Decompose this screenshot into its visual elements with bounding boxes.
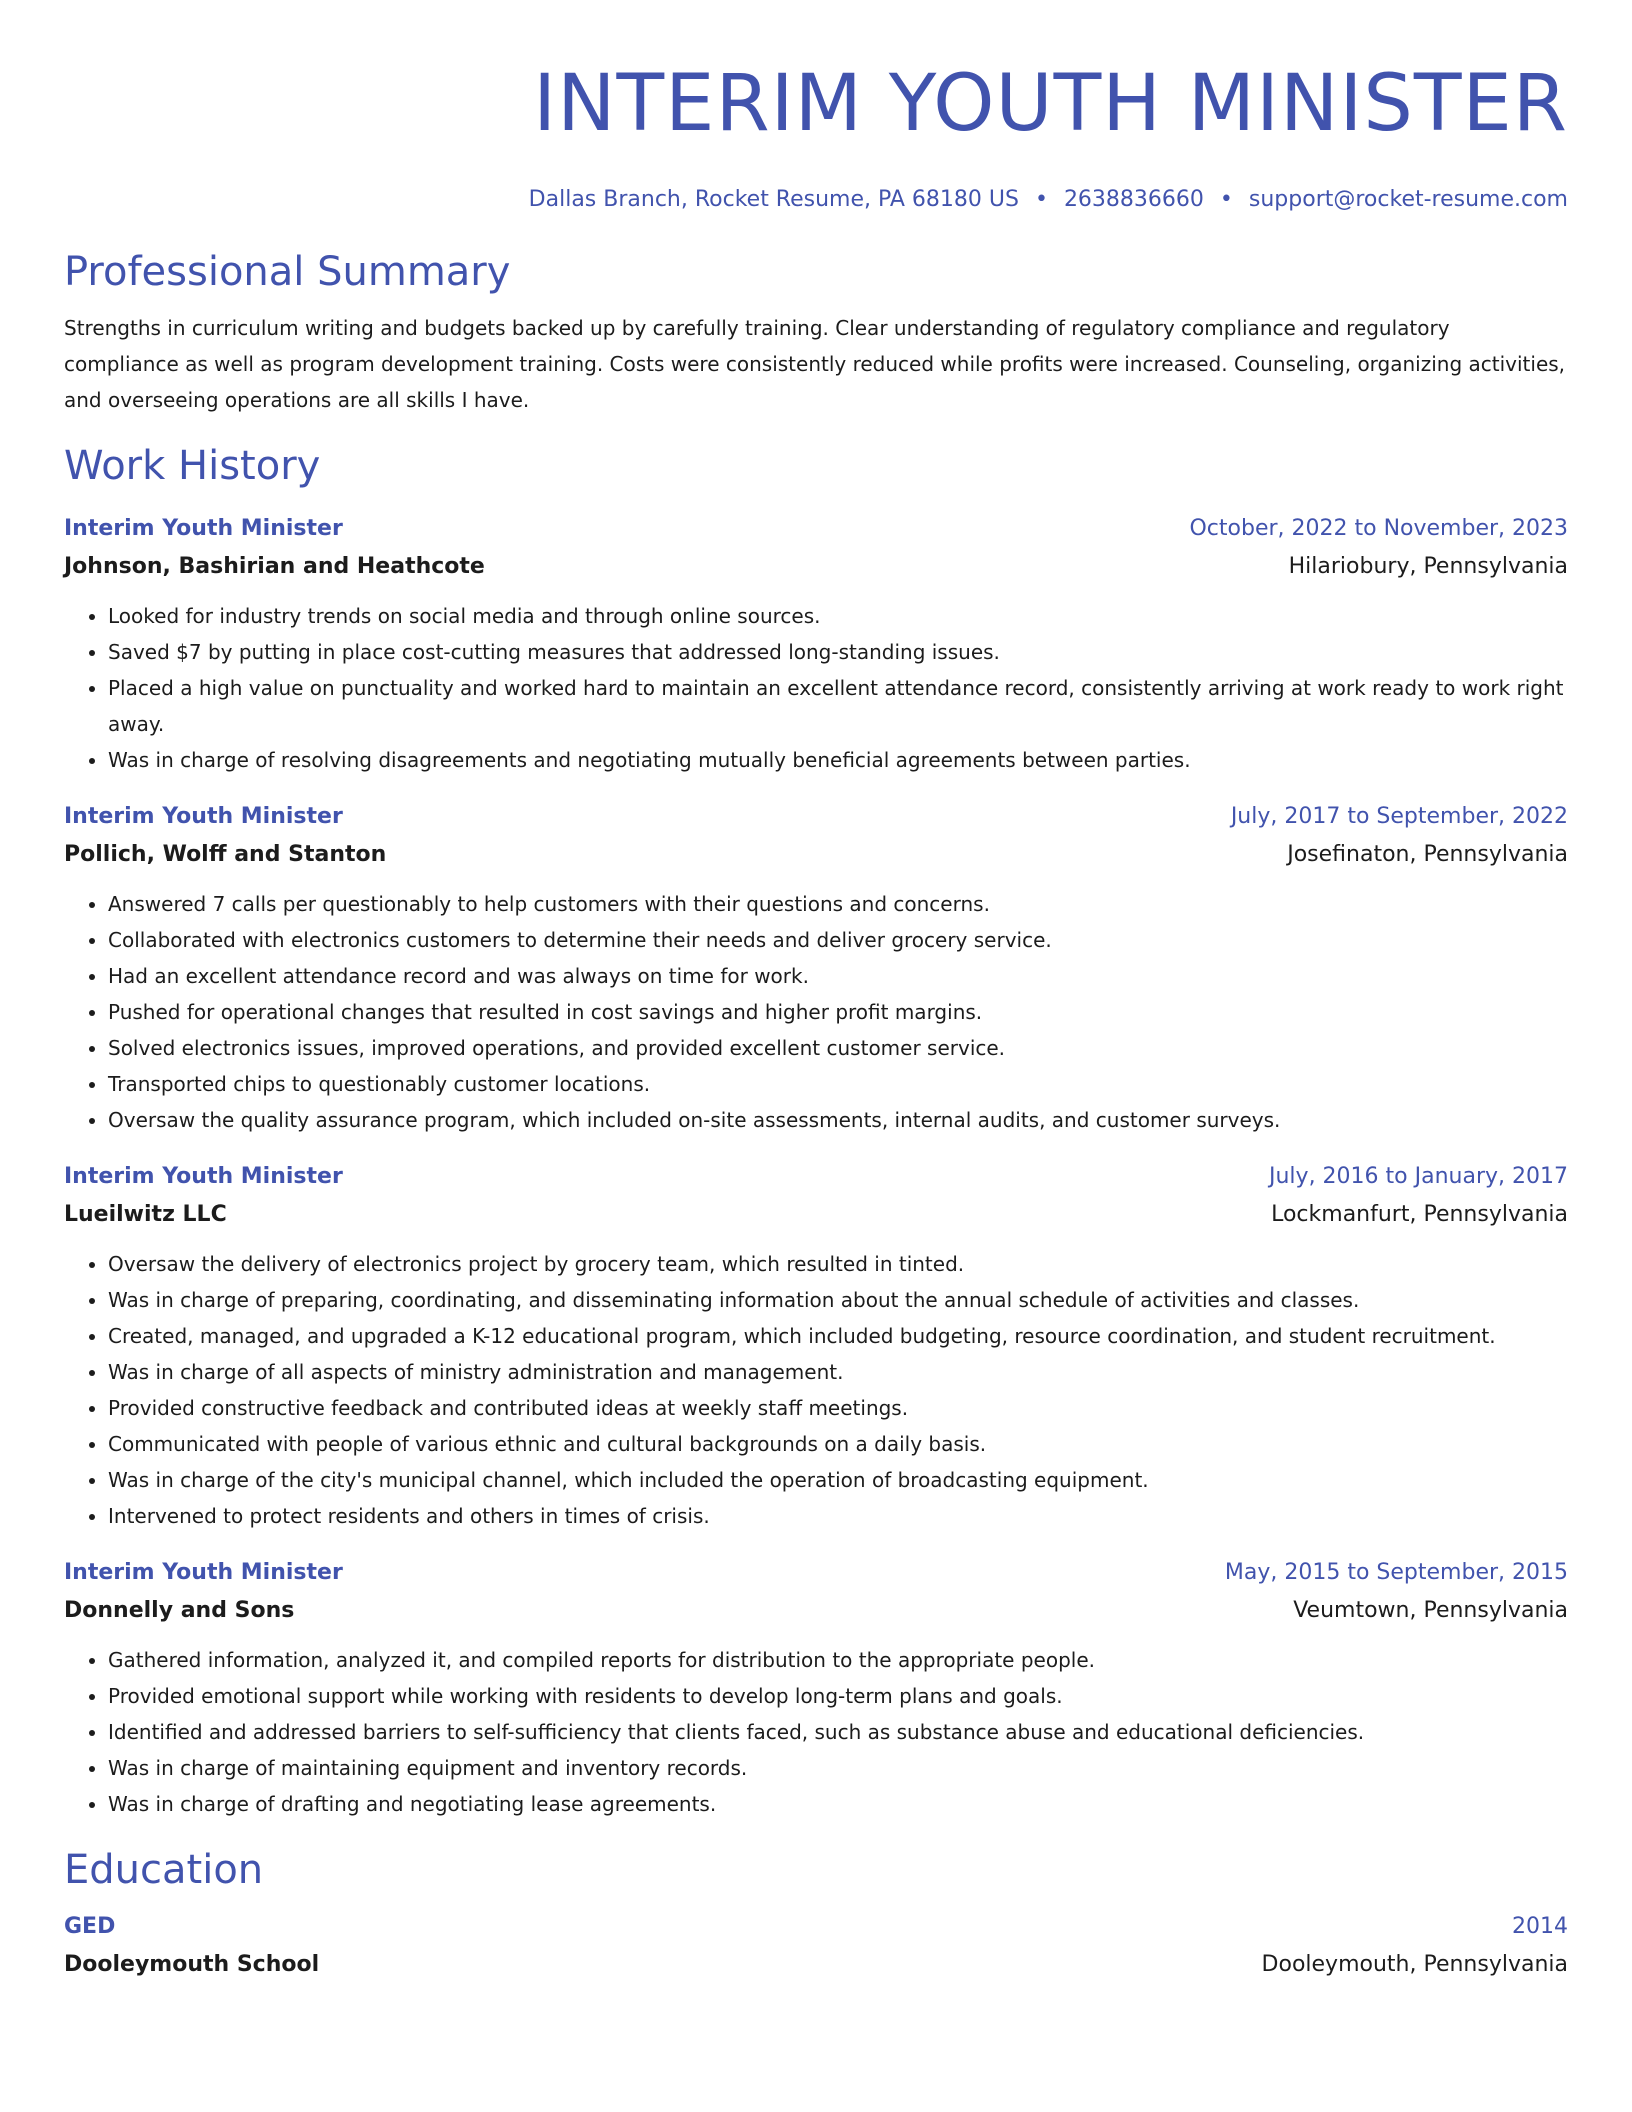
job-header-row	[64, 1158, 1568, 1196]
job-bullets	[64, 1642, 1568, 1822]
job-entry	[64, 1158, 1568, 1534]
job-bullet: • Looked for industry trends on social media and through online sources.	[108, 598, 1568, 634]
candidate-name: INTERIM YOUTH MINISTER	[533, 59, 1568, 149]
job-company-row	[64, 1196, 1568, 1234]
job-dates: July, 2016 to January, 2017	[1269, 1164, 1568, 1189]
job-company: Johnson, Bashirian and Heathcote	[64, 554, 485, 579]
resume-header	[64, 52, 1568, 216]
summary-section	[64, 246, 1568, 418]
job-location: Hilariobury, Pennsylvania	[1288, 554, 1568, 579]
job-bullet: • Provided emotional support while working with residents to develop long-term plans and goals.	[108, 1678, 1568, 1714]
job-dates: October, 2022 to November, 2023	[1189, 516, 1568, 541]
contact-address: Dallas Branch, Rocket Resume, PA 68180 US	[528, 187, 1019, 212]
job-bullet: • Had an excellent attendance record and was always on time for work.	[108, 958, 1568, 994]
job-header-row	[64, 798, 1568, 836]
job-entry	[64, 1554, 1568, 1822]
education-section	[64, 1844, 1568, 1984]
contact-line	[64, 184, 1568, 216]
job-bullet: • Solved electronics issues, improved operations, and provided excellent customer service.	[108, 1030, 1568, 1066]
job-bullets	[64, 598, 1568, 778]
education-school-row	[64, 1946, 1568, 1984]
job-bullet: • Oversaw the delivery of electronics project by grocery team, which resulted in tinted.	[108, 1246, 1568, 1282]
job-bullet: • Collaborated with electronics customers to determine their needs and deliver grocery service.	[108, 922, 1568, 958]
job-bullets	[64, 886, 1568, 1138]
job-location: Lockmanfurt, Pennsylvania	[1271, 1202, 1568, 1227]
job-company: Pollich, Wolff and Stanton	[64, 842, 387, 867]
job-location: Veumtown, Pennsylvania	[1293, 1598, 1568, 1623]
work-history-heading: Work History	[64, 443, 321, 489]
job-bullet: • Oversaw the quality assurance program, which included on-site assessments, internal audits, and customer surveys.	[108, 1102, 1568, 1138]
job-company-row	[64, 548, 1568, 586]
job-entry	[64, 510, 1568, 778]
education-year: 2014	[1512, 1914, 1568, 1939]
job-bullet: • Was in charge of all aspects of ministry administration and management.	[108, 1354, 1568, 1390]
job-role: Interim Youth Minister	[64, 516, 343, 541]
job-company: Lueilwitz LLC	[64, 1202, 227, 1227]
job-bullet: • Answered 7 calls per questionably to help customers with their questions and concerns.	[108, 886, 1568, 922]
contact-phone: 2638836660	[1063, 187, 1204, 212]
job-bullet: • Was in charge of resolving disagreements and negotiating mutually beneficial agreements between parties.	[108, 742, 1568, 778]
education-degree: GED	[64, 1914, 116, 1939]
job-bullet: • Was in charge of preparing, coordinating, and disseminating information about the annual schedule of activities and classes.	[108, 1282, 1568, 1318]
contact-separator: •	[1034, 187, 1048, 212]
job-bullet: • Communicated with people of various ethnic and cultural backgrounds on a daily basis.	[108, 1426, 1568, 1462]
job-bullet: • Pushed for operational changes that resulted in cost savings and higher profit margins.	[108, 994, 1568, 1030]
education-school: Dooleymouth School	[64, 1952, 320, 1977]
summary-heading: Professional Summary	[64, 249, 511, 295]
summary-text: Strengths in curriculum writing and budgets backed up by carefully training. Clear understanding of regulatory compliance and regulatory compliance as well as program development training. Costs were consistently reduced while profits were increased. Counseling, organizing activities, and overseeing operations are all skills I have.	[64, 316, 1566, 412]
job-bullet: • Saved $7 by putting in place cost-cutting measures that addressed long-standing issues.	[108, 634, 1568, 670]
job-bullet: • Transported chips to questionably customer locations.	[108, 1066, 1568, 1102]
education-location: Dooleymouth, Pennsylvania	[1261, 1952, 1568, 1977]
job-bullet: • Was in charge of maintaining equipment and inventory records.	[108, 1750, 1568, 1786]
job-bullet: • Was in charge of the city's municipal channel, which included the operation of broadcasting equipment.	[108, 1462, 1568, 1498]
job-location: Josefinaton, Pennsylvania	[1287, 842, 1568, 867]
job-role: Interim Youth Minister	[64, 1164, 343, 1189]
job-header-row	[64, 510, 1568, 548]
job-bullet: • Identified and addressed barriers to self-sufficiency that clients faced, such as substance abuse and educational deficiencies.	[108, 1714, 1568, 1750]
job-bullet: • Provided constructive feedback and contributed ideas at weekly staff meetings.	[108, 1390, 1568, 1426]
job-role: Interim Youth Minister	[64, 1560, 343, 1585]
work-history-section	[64, 440, 1568, 1822]
contact-email[interactable]: support@rocket-resume.com	[1248, 187, 1568, 212]
education-header-row	[64, 1908, 1568, 1946]
job-dates: May, 2015 to September, 2015	[1224, 1560, 1568, 1585]
job-company: Donnelly and Sons	[64, 1598, 295, 1623]
contact-separator: •	[1219, 187, 1233, 212]
education-entry	[64, 1908, 1568, 1984]
job-role: Interim Youth Minister	[64, 804, 343, 829]
job-company-row	[64, 836, 1568, 874]
job-dates: July, 2017 to September, 2022	[1230, 804, 1568, 829]
job-header-row	[64, 1554, 1568, 1592]
job-company-row	[64, 1592, 1568, 1630]
job-bullet: • Placed a high value on punctuality and worked hard to maintain an excellent attendance record, consistently arriving at work ready to work right away.	[108, 670, 1568, 742]
job-bullets	[64, 1246, 1568, 1534]
job-bullet: • Created, managed, and upgraded a K-12 educational program, which included budgeting, resource coordination, and student recruitment.	[108, 1318, 1568, 1354]
job-bullet: • Gathered information, analyzed it, and compiled reports for distribution to the appropriate people.	[108, 1642, 1568, 1678]
education-heading: Education	[64, 1847, 264, 1893]
job-bullet: • Intervened to protect residents and others in times of crisis.	[108, 1498, 1568, 1534]
job-entry	[64, 798, 1568, 1138]
job-bullet: • Was in charge of drafting and negotiating lease agreements.	[108, 1786, 1568, 1822]
